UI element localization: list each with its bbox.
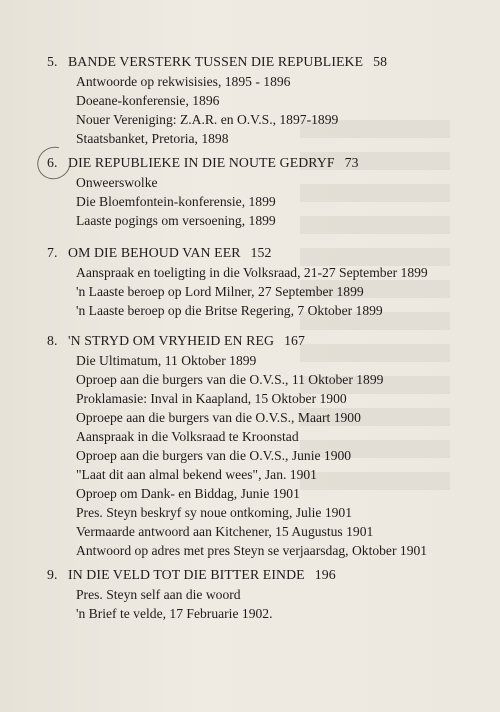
toc-entry: Aanspraak en toeligting in die Volksraad, 21-27 September 1899 bbox=[76, 265, 428, 280]
chapter-number: 9. bbox=[47, 567, 58, 582]
toc-entry: Staatsbanket, Pretoria, 1898 bbox=[76, 131, 229, 146]
toc-entry: Die Ultimatum, 11 Oktober 1899 bbox=[76, 353, 257, 368]
chapter-heading bbox=[47, 243, 428, 263]
toc-entry: Pres. Steyn beskryf sy noue ontkoming, Julie 1901 bbox=[76, 505, 353, 520]
chapter-heading bbox=[47, 565, 336, 585]
chapter-8 bbox=[47, 331, 427, 560]
toc-entry: Antwoord op adres met pres Steyn se verjaarsdag, Oktober 1901 bbox=[76, 543, 428, 558]
chapter-number: 7. bbox=[47, 245, 58, 260]
chapter-page-number: 58 bbox=[373, 54, 388, 69]
toc-entry: Oproep aan die burgers van die O.V.S., Junie 1900 bbox=[76, 448, 352, 463]
chapter-9 bbox=[47, 565, 336, 623]
chapter-5 bbox=[47, 52, 387, 148]
toc-entry: Pres. Steyn self aan die woord bbox=[76, 587, 241, 602]
chapter-6 bbox=[47, 153, 359, 230]
toc-entry: Oproepe aan die burgers van die O.V.S., Maart 1900 bbox=[76, 410, 361, 425]
chapter-heading bbox=[47, 153, 359, 173]
chapter-title: OM DIE BEHOUD VAN EER bbox=[68, 245, 241, 260]
chapter-heading bbox=[47, 52, 387, 72]
chapter-page-number: 73 bbox=[344, 155, 359, 170]
toc-entry: Proklamasie: Inval in Kaapland, 15 Oktober 1900 bbox=[76, 391, 347, 406]
chapter-title: IN DIE VELD TOT DIE BITTER EINDE bbox=[68, 567, 305, 582]
chapter-7 bbox=[47, 243, 428, 320]
toc-entry: Doeane-konferensie, 1896 bbox=[76, 93, 220, 108]
toc-entry: Oproep om Dank- en Biddag, Junie 1901 bbox=[76, 486, 300, 501]
chapter-number: 8. bbox=[47, 333, 58, 348]
toc-entry: Laaste pogings om versoening, 1899 bbox=[76, 213, 276, 228]
toc-entry: 'n Laaste beroep op Lord Milner, 27 September 1899 bbox=[76, 284, 364, 299]
chapter-title: DIE REPUBLIEKE IN DIE NOUTE GEDRYF bbox=[68, 155, 335, 170]
toc-entry: 'n Laaste beroep op die Britse Regering, 7 Oktober 1899 bbox=[76, 303, 383, 318]
chapter-page-number: 196 bbox=[314, 567, 336, 582]
chapter-page-number: 167 bbox=[284, 333, 306, 348]
chapter-page-number: 152 bbox=[250, 245, 272, 260]
toc-entry: Onweerswolke bbox=[76, 175, 158, 190]
toc-entry: "Laat dit aan almal bekend wees", Jan. 1901 bbox=[76, 467, 317, 482]
toc-entry: Nouer Vereniging: Z.A.R. en O.V.S., 1897-1899 bbox=[76, 112, 339, 127]
toc-entry: Oproep aan die burgers van die O.V.S., 11 Oktober 1899 bbox=[76, 372, 384, 387]
toc-entry: 'n Brief te velde, 17 Februarie 1902. bbox=[76, 606, 273, 621]
chapter-title: 'N STRYD OM VRYHEID EN REG bbox=[68, 333, 275, 348]
chapter-number: 6. bbox=[47, 155, 58, 170]
toc-entry: Vermaarde antwoord aan Kitchener, 15 Augustus 1901 bbox=[76, 524, 374, 539]
toc-entry: Die Bloemfontein-konferensie, 1899 bbox=[76, 194, 276, 209]
toc-entry: Antwoorde op rekwisisies, 1895 - 1896 bbox=[76, 74, 291, 89]
chapter-number: 5. bbox=[47, 54, 58, 69]
toc-entry: Aanspraak in die Volksraad te Kroonstad bbox=[76, 429, 299, 444]
chapter-title: BANDE VERSTERK TUSSEN DIE REPUBLIEKE bbox=[68, 54, 364, 69]
chapter-heading bbox=[47, 331, 427, 351]
